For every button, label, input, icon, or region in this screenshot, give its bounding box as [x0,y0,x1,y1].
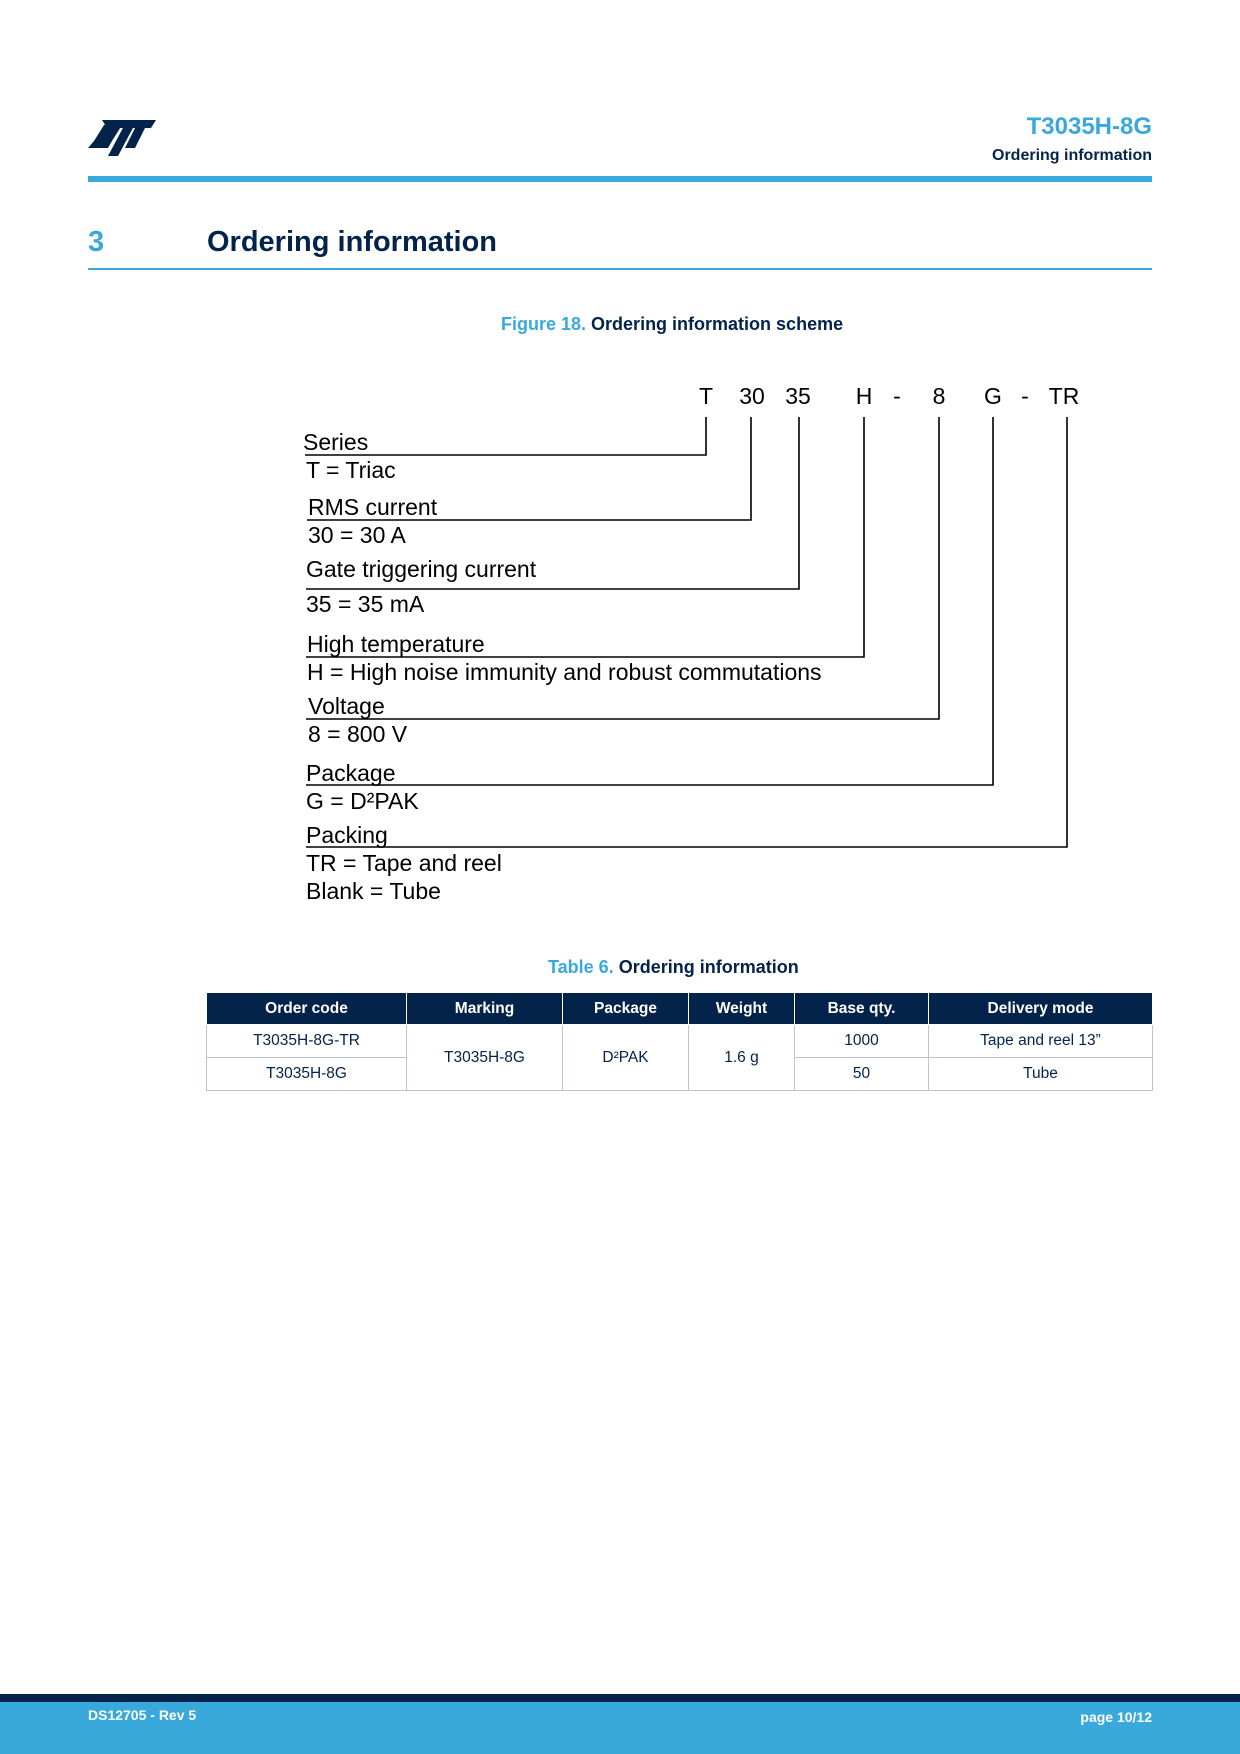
field-value: 30 = 30 A [308,522,406,548]
column-header: Delivery mode [929,993,1153,1025]
code-separator: - [893,383,901,409]
code-part: H [855,383,873,409]
base-qty-cell: 50 [795,1058,929,1091]
connector-line [306,417,864,657]
figure-caption [501,314,843,335]
code-part: 8 [932,383,946,409]
code-separator: - [1021,383,1029,409]
table-caption [548,957,799,978]
figure-caption-text: Ordering information scheme [591,314,844,334]
column-header: Order code [207,993,407,1025]
field-label: Series [303,429,369,455]
footer-rule [0,1694,1240,1702]
header-rule [88,176,1152,182]
code-part: T [698,383,714,409]
column-header: Weight [689,993,795,1025]
field-label: Packing [306,822,388,848]
field-value: G = D²PAK [306,788,419,814]
table-caption-text: Ordering information [618,957,799,977]
field-value: H = High noise immunity and robust commutations [307,659,822,685]
table-header-row [207,993,1153,1025]
column-header: Marking [407,993,563,1025]
package-cell: D²PAK [563,1025,689,1091]
base-qty-cell: 1000 [795,1025,929,1058]
footer-page-number: page 10/12 [1080,1709,1152,1725]
field-value: Blank = Tube [306,878,441,904]
connector-line [306,417,1067,847]
marking-cell: T3035H-8G [407,1025,563,1091]
column-header: Package [563,993,689,1025]
table-row [207,1025,1153,1058]
connector-line [306,417,993,785]
section-number: 3 [88,226,105,258]
connector-line [305,417,706,455]
field-value: 35 = 35 mA [306,591,425,617]
field-label: Voltage [308,693,385,719]
table-caption-number: Table 6. [548,957,614,977]
field-value: 8 = 800 V [308,721,408,747]
connector-line [307,417,751,520]
code-part: 30 [739,383,765,409]
connector-line [306,417,799,589]
field-label: Gate triggering current [306,556,537,582]
order-code-cell: T3035H-8G-TR [207,1025,407,1058]
delivery-mode-cell: Tape and reel 13” [929,1025,1153,1058]
code-part: G [984,383,1002,409]
header-doc-title: T3035H-8G [1026,113,1152,140]
weight-cell: 1.6 g [689,1025,795,1091]
section-title: Ordering information [207,226,497,258]
delivery-mode-cell: Tube [929,1058,1153,1091]
order-code-cell: T3035H-8G [207,1058,407,1091]
footer-doc-ref: DS12705 - Rev 5 [88,1707,197,1723]
column-header: Base qty. [795,993,929,1025]
field-value: TR = Tape and reel [306,850,502,876]
section-rule [88,268,1152,270]
figure-caption-number: Figure 18. [501,314,587,334]
st-logo [88,118,158,158]
header-section-name: Ordering information [992,147,1152,164]
code-part: TR [1048,383,1080,409]
field-label: High temperature [307,631,485,657]
field-value: T = Triac [306,457,396,483]
field-label: Package [306,760,396,786]
field-label: RMS current [308,494,438,520]
code-part: 35 [785,383,811,409]
connector-line [306,417,939,719]
ordering-table [206,992,1153,1091]
